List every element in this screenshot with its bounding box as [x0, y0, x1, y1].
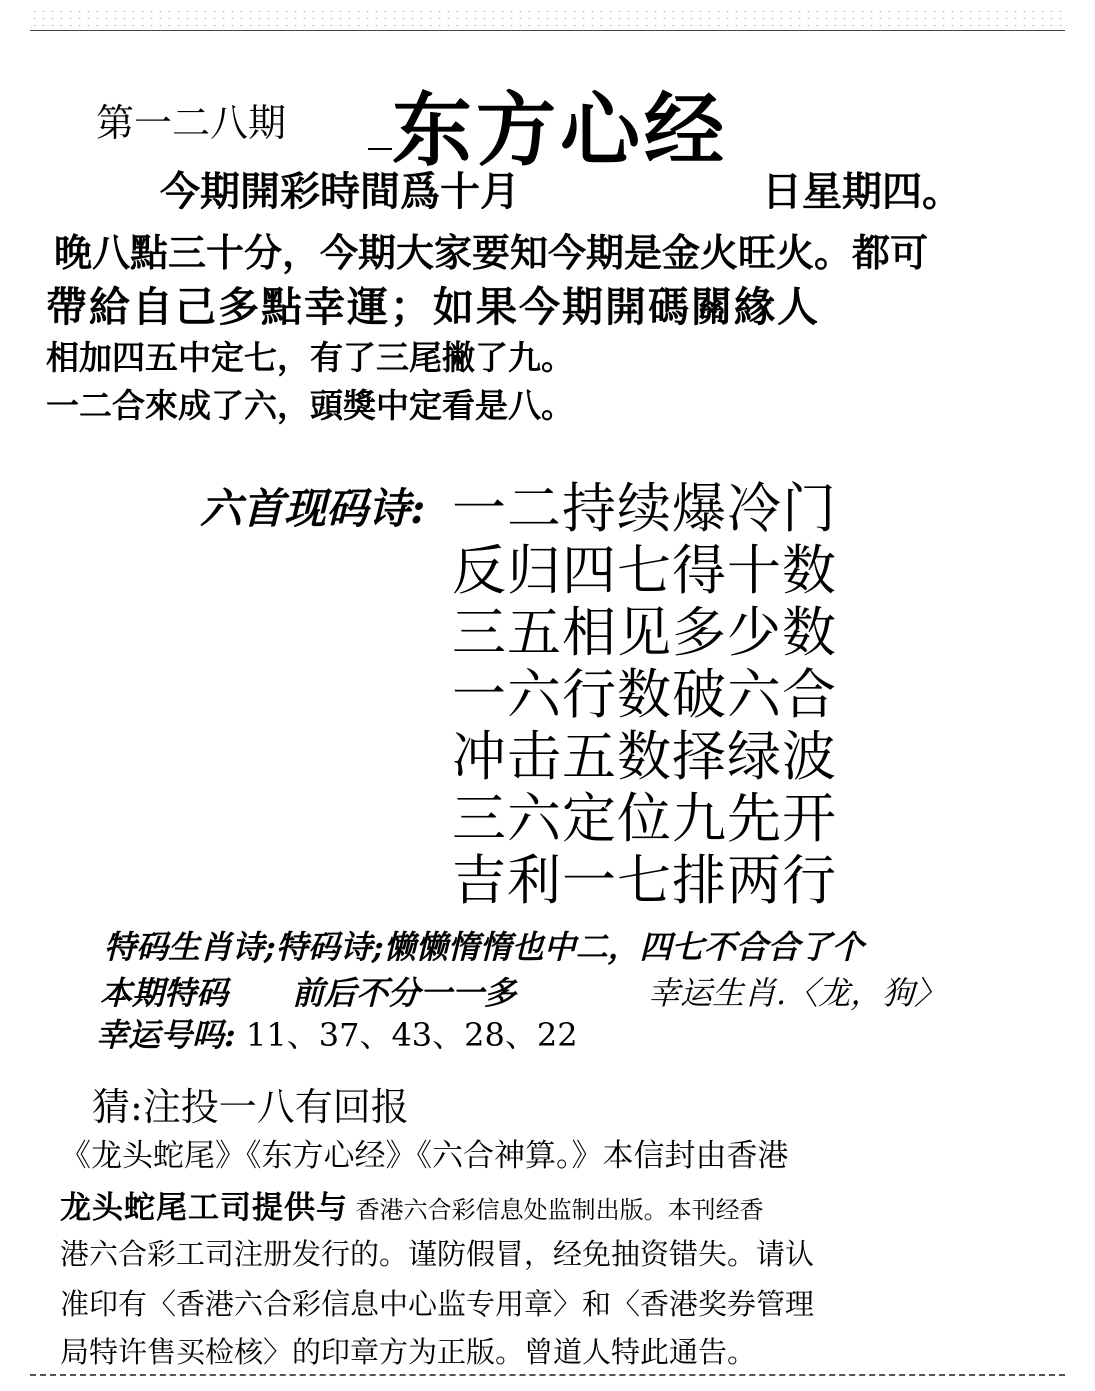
notice-line-4: 准印有〈香港六合彩信息中心监专用章〉和〈香港奖券管理	[60, 1287, 815, 1321]
poem-line: 冲击五数择绿波	[452, 725, 837, 788]
intro-line-5: 一二合來成了六，頭獎中定看是八。	[46, 386, 574, 425]
intro-line-3: 帶給自己多點幸運；如果今期開碼關緣人	[46, 283, 820, 331]
intro-line-4: 相加四五中定七，有了三尾撇了九。	[46, 338, 574, 377]
special-code-value: 前后不分一一多	[292, 974, 517, 1012]
intro-line-2: 晚八點三十分，今期大家要知今期是金火旺火。都可	[54, 231, 929, 275]
top-rule	[30, 30, 1065, 31]
guess-line: 猜:注投一八有回报	[92, 1085, 409, 1129]
poem-line: 三六定位九先开	[452, 787, 837, 850]
lucky-numbers-line	[96, 1010, 578, 1056]
title-underline	[368, 148, 392, 150]
lucky-numbers-label: 幸运号吗:	[96, 1016, 236, 1054]
intro-line-1b: 日星期四。	[762, 169, 962, 215]
lucky-numbers-value: 11、37、43、28、22	[235, 1016, 578, 1054]
bottom-rule	[30, 1374, 1065, 1376]
poem-line: 吉利一七排两行	[452, 849, 837, 912]
poem-label: 六首现码诗:	[200, 484, 426, 533]
poem-line: 反归四七得十数	[452, 539, 837, 602]
notice-line-2a: 龙头蛇尾工司提供与	[60, 1190, 348, 1226]
poem-line: 一六行数破六合	[452, 663, 837, 726]
page-title: 东方心经	[392, 84, 728, 177]
lucky-zodiac: 幸运生肖.〈龙，狗〉	[648, 974, 947, 1012]
top-scan-noise	[30, 8, 1065, 30]
notice-line-5: 局特许售买检核〉的印章方为正版。曾道人特此通告。	[60, 1335, 757, 1369]
notice-line-2	[60, 1182, 764, 1227]
zodiac-poem-line: 特码生肖诗;特码诗;懒懒惰惰也中二，四七不合合了个	[104, 928, 864, 966]
issue-number: 第一二八期	[96, 101, 287, 145]
poem-line: 三五相见多少数	[452, 601, 837, 664]
special-code-label: 本期特码	[100, 974, 229, 1012]
poem-line: 一二持续爆冷门	[452, 477, 837, 540]
notice-line-2b: 香港六合彩信息处监制出版。本刊经香	[348, 1196, 764, 1224]
notice-line-3: 港六合彩工司注册发行的。谨防假冒，经免抽资错失。请认	[60, 1237, 815, 1271]
notice-line-1: 《龙头蛇尾》《东方心经》《六合神算。》本信封由香港	[60, 1138, 789, 1174]
intro-line-1a: 今期開彩時間爲十月	[160, 169, 520, 215]
